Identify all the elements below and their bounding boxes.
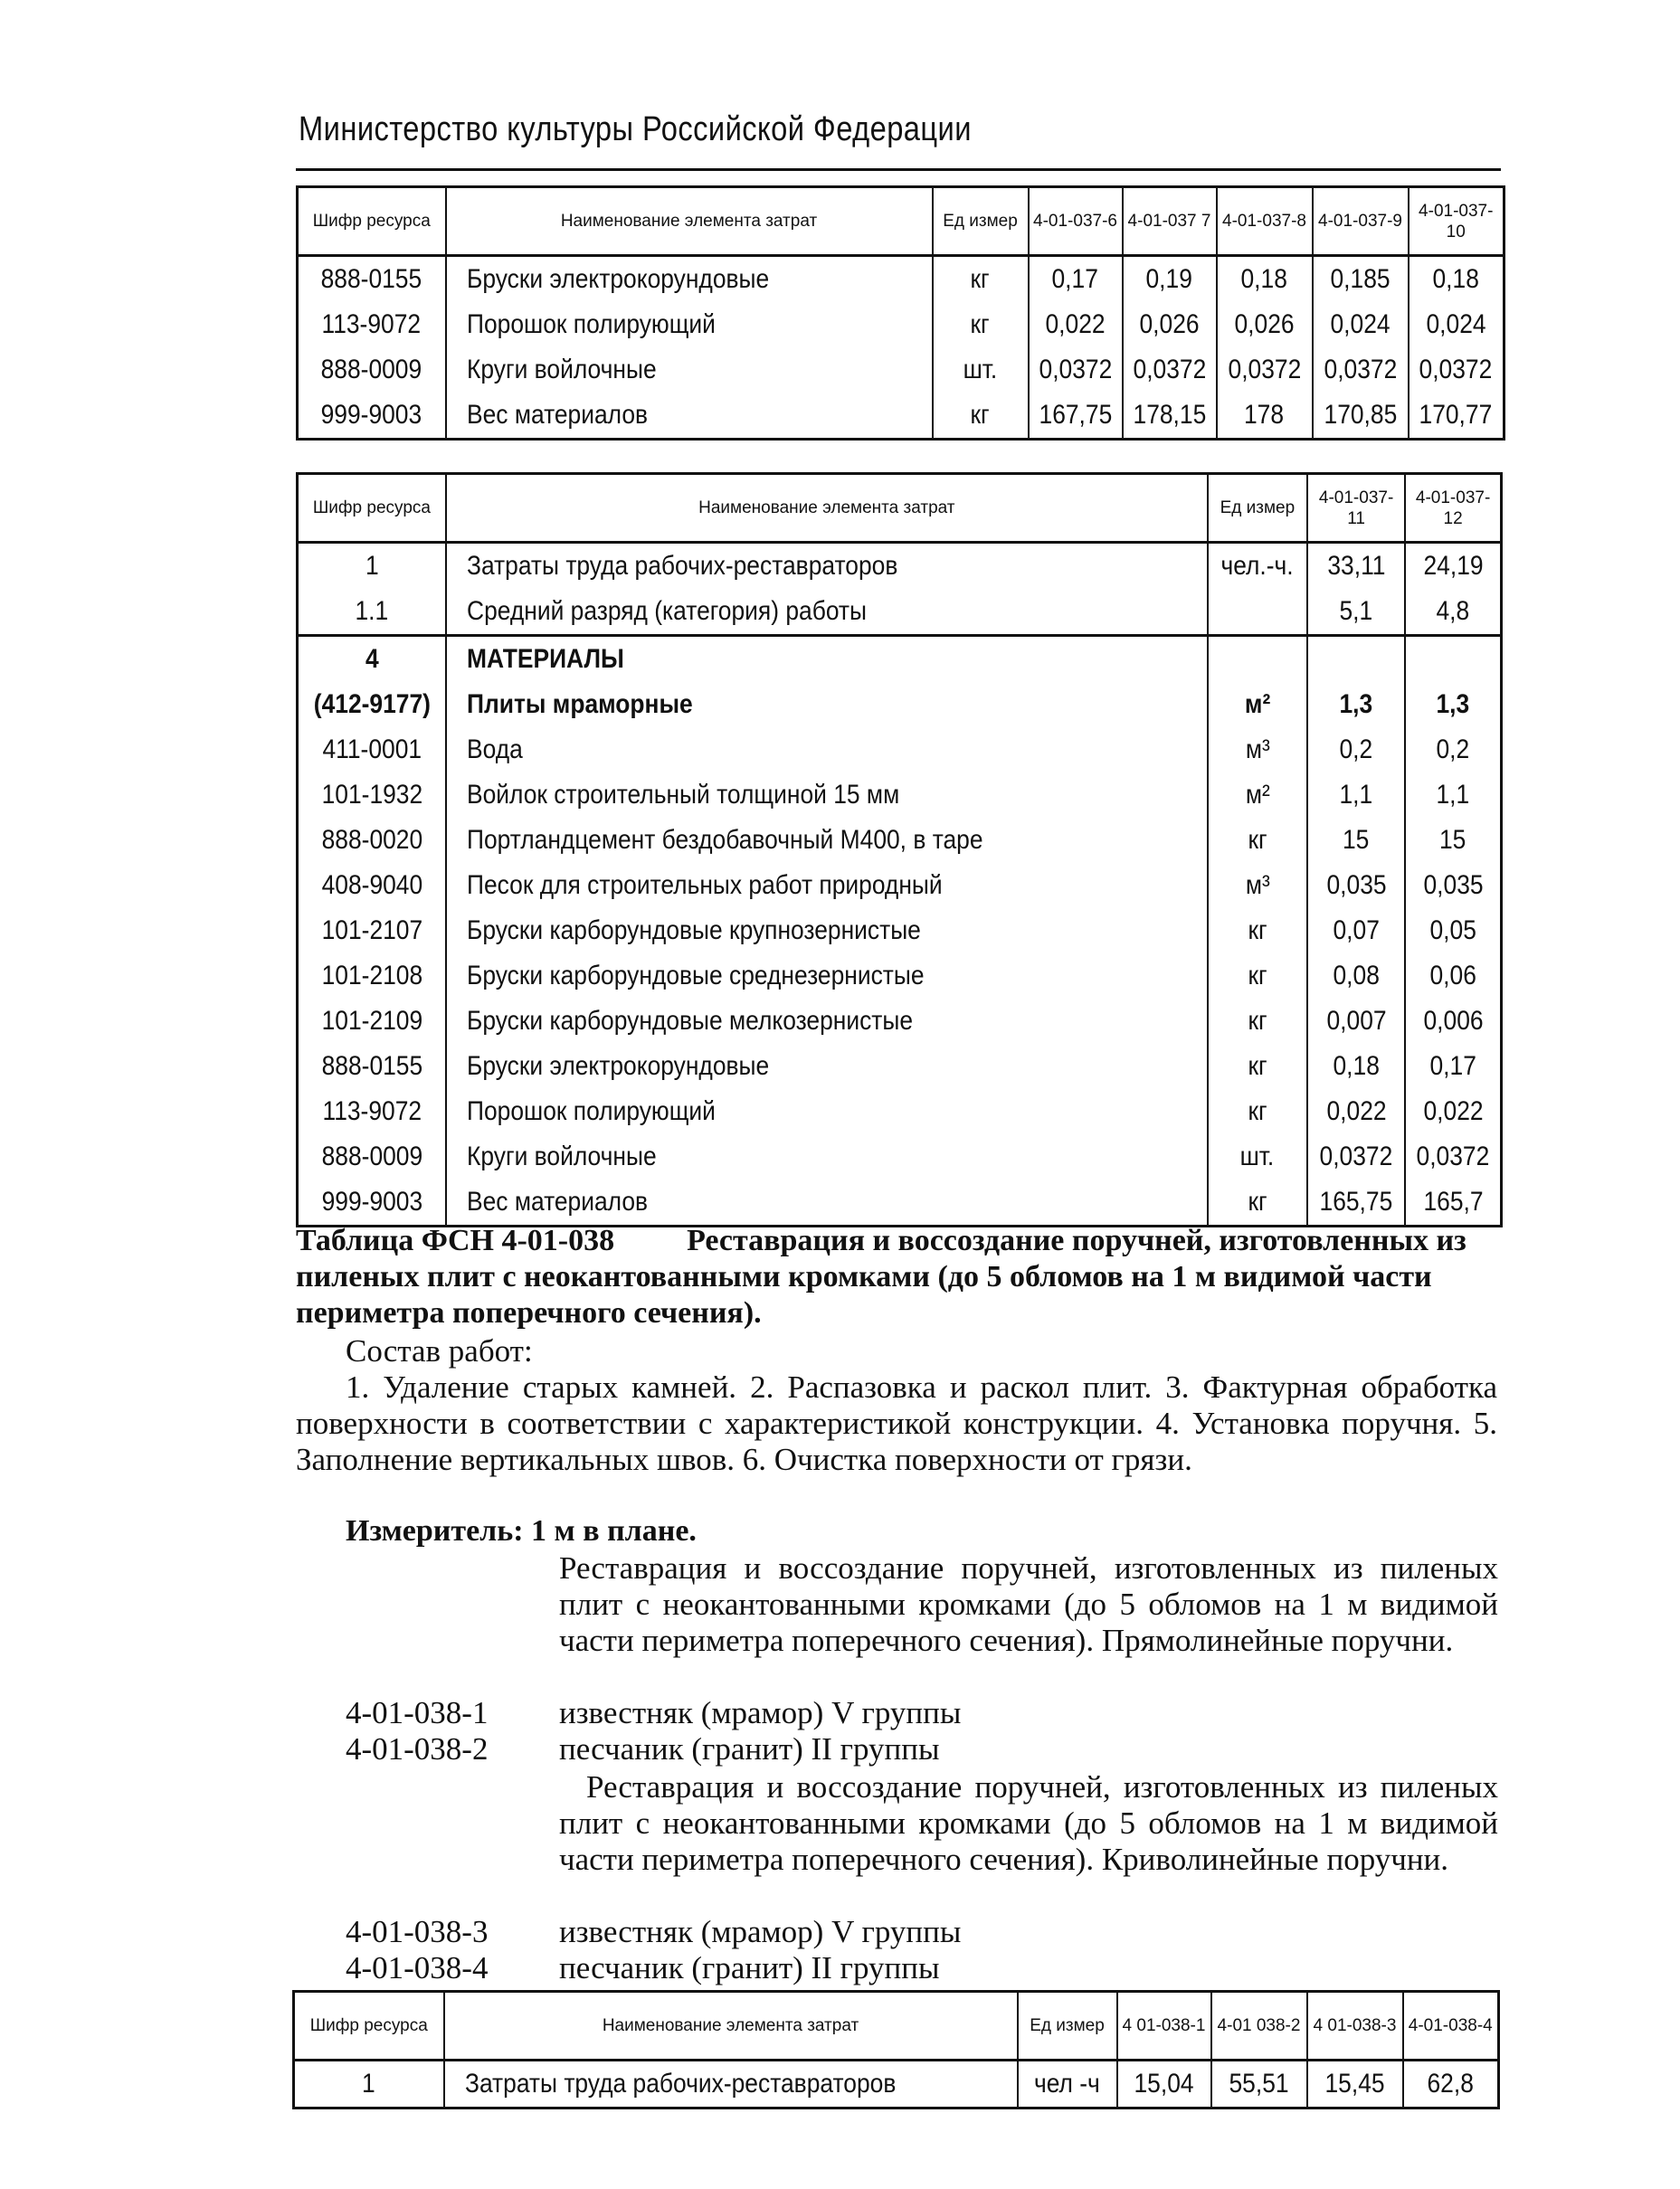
cell-name: Средний разряд (категория) работы	[466, 596, 867, 626]
cell-name: Песок для строительных работ природный	[466, 870, 943, 900]
cell-value: 0,0372	[1039, 355, 1112, 384]
group-description: Реставрация и воссоздание поручней, изготовленных из пиленых плит с неокантованными кромками (до 5 обломов на 1 м видимой части периметра поперечного сечения). Криволинейные поручни.	[559, 1769, 1498, 1877]
header-name: Наименование элемента затрат	[446, 474, 1208, 543]
cell-value: 0,0372	[1133, 355, 1206, 384]
cell-unit: кг	[1248, 825, 1267, 855]
table-row	[294, 2061, 1499, 2108]
cell-code: 101-2107	[321, 915, 422, 945]
resource-table-037-11-12	[296, 472, 1503, 1227]
cell-value: 0,024	[1330, 309, 1391, 339]
table-row	[298, 818, 1502, 863]
header-col: 4 01-038-3	[1307, 1992, 1403, 2061]
cell-code: 113-9072	[321, 309, 422, 339]
table-row	[298, 256, 1504, 303]
cell-unit: кг	[1248, 1006, 1267, 1036]
cell-name: Вода	[466, 734, 523, 764]
cell-value: 178	[1244, 400, 1285, 430]
norm-desc: известняк (мрамор) V группы	[559, 1914, 962, 1949]
cell-unit: шт.	[1240, 1142, 1275, 1171]
cell-code: 101-2109	[321, 1006, 422, 1036]
cell-value: 167,75	[1039, 400, 1112, 430]
cell-value: 0,2	[1436, 734, 1470, 764]
cell-value: 0,006	[1423, 1006, 1484, 1036]
work-composition-text: 1. Удаление старых камней. 2. Распазовка и раскол плит. 3. Фактурная обработка поверхности в соответствии с характеристикой конструкции. 4. Установка поручня. 5. Заполнение вертикальных швов. 6. Очистка поверхности от грязи.	[296, 1369, 1497, 1477]
cell-value: 1,1	[1436, 780, 1470, 810]
cell-unit: кг	[970, 264, 991, 294]
norm-item	[346, 1695, 961, 1731]
cell-value: 0,06	[1429, 961, 1476, 990]
table-row	[298, 1044, 1502, 1089]
norm-code: 4-01-038-3	[346, 1914, 489, 1949]
header-divider	[296, 168, 1501, 171]
header-col: 4-01-037-8	[1217, 187, 1313, 256]
norm-code: 4-01-038-2	[346, 1731, 489, 1767]
cell-value: 5,1	[1339, 596, 1373, 626]
cell-value: 0,08	[1333, 961, 1380, 990]
table-row	[298, 682, 1502, 727]
cell-value: 0,19	[1145, 264, 1193, 294]
table-row	[298, 636, 1502, 683]
cell-value: 0,17	[1051, 264, 1099, 294]
table-row	[298, 772, 1502, 818]
table-id: Таблица ФСН 4-01-038	[296, 1224, 615, 1257]
cell-name: МАТЕРИАЛЫ	[466, 644, 624, 674]
cell-unit: кг	[1248, 1187, 1267, 1217]
cell-value: 0,0372	[1416, 1142, 1490, 1171]
cell-name: Круги войлочные	[466, 1142, 657, 1171]
header-code: Шифр ресурса	[298, 187, 446, 256]
header-col: 4-01-038-4	[1403, 1992, 1499, 2061]
table-caption	[296, 1223, 1501, 1331]
cell-unit: кг	[1248, 915, 1267, 945]
header-name: Наименование элемента затрат	[444, 1992, 1018, 2061]
cell-code: 1	[365, 551, 379, 581]
cell-code: 408-9040	[321, 870, 422, 900]
cell-name: Бруски карборундовые среднезернистые	[466, 961, 925, 990]
cell-value: 0,0372	[1228, 355, 1301, 384]
cell-value: 165,75	[1319, 1187, 1393, 1217]
cell-unit: чел.-ч.	[1220, 551, 1294, 581]
header-unit: Ед измер	[1208, 474, 1307, 543]
page-header-title: Министерство культуры Российской Федерации	[299, 110, 972, 148]
norm-code: 4-01-038-1	[346, 1695, 489, 1730]
resource-table-037-6-10	[296, 185, 1505, 441]
measurement-unit: Измеритель: 1 м в плане.	[346, 1514, 697, 1548]
cell-code: 999-9003	[321, 1187, 422, 1217]
cell-value: 0,0372	[1324, 355, 1397, 384]
table-row	[298, 863, 1502, 908]
cell-code: 1.1	[355, 596, 389, 626]
cell-value: 24,19	[1423, 551, 1484, 581]
cell-name: Вес материалов	[466, 1187, 648, 1217]
cell-unit: кг	[1248, 1096, 1267, 1126]
header-unit: Ед измер	[933, 187, 1029, 256]
cell-unit: кг	[1248, 1051, 1267, 1081]
cell-name: Портландцемент бездобавочный М400, в таре	[466, 825, 983, 855]
header-col: 4 01-038-1	[1117, 1992, 1211, 2061]
header-col: 4-01 038-2	[1211, 1992, 1307, 2061]
cell-unit: м³	[1245, 870, 1270, 900]
cell-name: Затраты труда рабочих-реставраторов	[464, 2069, 896, 2099]
cell-name: Круги войлочные	[466, 355, 657, 384]
cell-value: 0,035	[1423, 870, 1484, 900]
norm-item	[346, 1950, 939, 1986]
cell-value: 0,18	[1333, 1051, 1380, 1081]
cell-code: 4	[365, 644, 379, 674]
work-composition-label: Состав работ:	[346, 1333, 533, 1369]
cell-value: 0,2	[1339, 734, 1373, 764]
cell-value: 0,022	[1326, 1096, 1387, 1126]
cell-value: 0,07	[1333, 915, 1380, 945]
cell-unit: м²	[1245, 780, 1270, 810]
header-col: 4-01-037 7	[1123, 187, 1217, 256]
cell-name: Бруски карборундовые мелкозернистые	[466, 1006, 913, 1036]
norm-item	[346, 1914, 961, 1950]
cell-value: 0,035	[1326, 870, 1387, 900]
table-row	[298, 1134, 1502, 1180]
cell-value: 0,022	[1423, 1096, 1484, 1126]
cell-name: Бруски карборундовые крупнозернистые	[466, 915, 921, 945]
cell-unit: шт.	[963, 355, 998, 384]
header-col: 4-01-037-12	[1405, 474, 1501, 543]
cell-unit: кг	[970, 400, 991, 430]
cell-code: 888-0009	[321, 1142, 422, 1171]
cell-value: 1,3	[1339, 689, 1373, 719]
header-name: Наименование элемента затрат	[446, 187, 933, 256]
cell-code: 1	[362, 2069, 376, 2099]
cell-value: 0,185	[1330, 264, 1391, 294]
cell-name: Вес материалов	[466, 400, 648, 430]
table-row	[298, 999, 1502, 1044]
cell-value: 15,04	[1134, 2069, 1194, 2099]
cell-value: 1,3	[1436, 689, 1470, 719]
norm-code: 4-01-038-4	[346, 1950, 489, 1985]
table-title: Реставрация и воссоздание поручней, изготовленных из пиленых плит с неокантованными кромками (до 5 обломов на 1 м видимой части периметра поперечного сечения).	[296, 1224, 1466, 1330]
cell-value: 0,18	[1432, 264, 1479, 294]
norm-desc: известняк (мрамор) V группы	[559, 1695, 962, 1730]
cell-unit: чел -ч	[1034, 2069, 1100, 2099]
cell-name: Плиты мраморные	[466, 689, 693, 719]
table-row	[298, 393, 1504, 440]
cell-value: 165,7	[1423, 1187, 1484, 1217]
header-unit: Ед измер	[1018, 1992, 1117, 2061]
header-col: 4-01-037-11	[1307, 474, 1405, 543]
cell-value: 170,85	[1324, 400, 1397, 430]
cell-code: 888-0155	[320, 264, 422, 294]
cell-code: 411-0001	[322, 734, 422, 764]
cell-value: 55,51	[1229, 2069, 1289, 2099]
cell-value: 0,007	[1326, 1006, 1387, 1036]
cell-value: 0,17	[1429, 1051, 1476, 1081]
table-row	[298, 953, 1502, 999]
cell-unit: м²	[1244, 689, 1271, 719]
cell-code: 113-9072	[322, 1096, 422, 1126]
cell-value: 15	[1343, 825, 1370, 855]
table-row	[298, 302, 1504, 347]
cell-code: 101-2108	[321, 961, 422, 990]
table-row	[298, 543, 1502, 590]
cell-value: 0,022	[1045, 309, 1106, 339]
norm-item	[346, 1731, 939, 1767]
header-col: 4-01-037-6	[1029, 187, 1123, 256]
cell-unit: кг	[1248, 961, 1267, 990]
cell-code: 888-0155	[321, 1051, 422, 1081]
cell-value: 0,0372	[1319, 1142, 1393, 1171]
cell-name: Бруски электрокорундовые	[466, 1051, 770, 1081]
header-code: Шифр ресурса	[298, 474, 446, 543]
table-row	[298, 1089, 1502, 1134]
cell-name: Войлок строительный толщиной 15 мм	[466, 780, 900, 810]
cell-value: 15	[1439, 825, 1466, 855]
cell-unit: м³	[1245, 734, 1270, 764]
cell-code: 999-9003	[320, 400, 422, 430]
cell-code: 888-0020	[321, 825, 422, 855]
cell-value: 4,8	[1436, 596, 1470, 626]
cell-name: Порошок полирующий	[466, 1096, 716, 1126]
cell-value: 0,18	[1240, 264, 1288, 294]
cell-value: 0,026	[1139, 309, 1200, 339]
table-row	[298, 727, 1502, 772]
header-code: Шифр ресурса	[294, 1992, 444, 2061]
cell-name: Бруски электрокорундовые	[466, 264, 769, 294]
group-description: Реставрация и воссоздание поручней, изготовленных из пиленых плит с неокантованными кромками (до 5 обломов на 1 м видимой части периметра поперечного сечения). Прямолинейные поручни.	[559, 1550, 1498, 1658]
cell-unit: кг	[970, 309, 991, 339]
cell-name: Порошок полирующий	[466, 309, 716, 339]
header-col: 4-01-037-10	[1409, 187, 1504, 256]
table-row	[298, 589, 1502, 636]
cell-value: 0,0372	[1419, 355, 1493, 384]
cell-value: 1,1	[1339, 780, 1373, 810]
cell-code: 101-1932	[321, 780, 422, 810]
cell-value: 15,45	[1324, 2069, 1385, 2099]
cell-code: (412-9177)	[313, 689, 431, 719]
table-row	[298, 908, 1502, 953]
cell-value: 0,026	[1234, 309, 1295, 339]
cell-value: 170,77	[1419, 400, 1493, 430]
cell-code: 888-0009	[320, 355, 422, 384]
norm-desc: песчаник (гранит) II группы	[559, 1731, 940, 1767]
cell-value: 62,8	[1427, 2069, 1474, 2099]
cell-value: 0,024	[1426, 309, 1486, 339]
cell-value: 0,05	[1429, 915, 1476, 945]
resource-table-038	[292, 1990, 1500, 2109]
header-col: 4-01-037-9	[1313, 187, 1409, 256]
cell-name: Затраты труда рабочих-реставраторов	[466, 551, 898, 581]
cell-value: 178,15	[1133, 400, 1206, 430]
cell-value: 33,11	[1327, 551, 1386, 581]
norm-desc: песчаник (гранит) II группы	[559, 1950, 940, 1985]
table-row	[298, 1180, 1502, 1227]
table-row	[298, 347, 1504, 393]
